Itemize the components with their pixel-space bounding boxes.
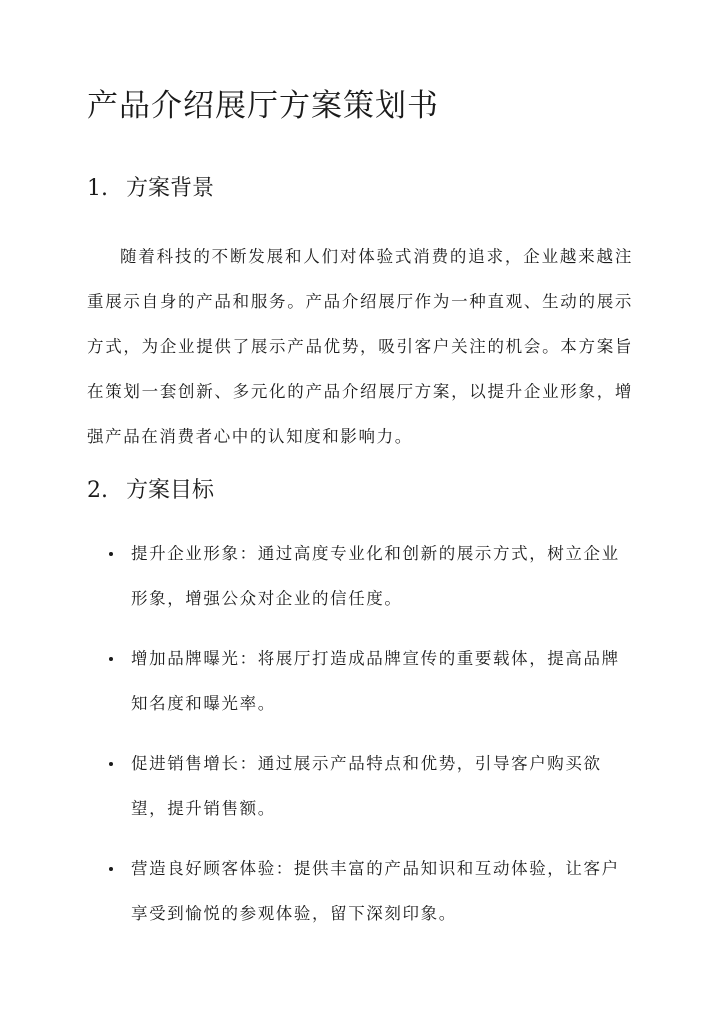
list-item-text: 提升企业形象：通过高度专业化和创新的展示方式，树立企业形象，增强公众对企业的信任度。 (131, 544, 620, 608)
list-item (87, 531, 621, 621)
list-item (87, 741, 621, 831)
section-number: 1. (87, 176, 108, 201)
section-title: 方案目标 (126, 478, 215, 503)
list-item-text: 增加品牌曝光：将展厅打造成品牌宣传的重要载体，提高品牌知名度和曝光率。 (131, 649, 620, 713)
list-item (87, 636, 621, 726)
section-title: 方案背景 (126, 176, 215, 201)
document-title: 产品介绍展厅方案策划书 (87, 88, 439, 124)
section-heading-goals (87, 476, 214, 506)
section-number: 2. (87, 478, 108, 503)
section-heading-background (87, 174, 214, 204)
list-item-text: 营造良好顾客体验：提供丰富的产品知识和互动体验，让客户享受到愉悦的参观体验，留下深刻印象。 (131, 859, 620, 923)
bullet-icon (109, 762, 113, 766)
list-item-text: 促进销售增长：通过展示产品特点和优势，引导客户购买欲望，提升销售额。 (131, 754, 602, 818)
bullet-icon (109, 867, 113, 871)
goals-list (87, 531, 633, 951)
bullet-icon (109, 552, 113, 556)
list-item (87, 846, 621, 936)
background-paragraph: 随着科技的不断发展和人们对体验式消费的追求，企业越来越注重展示自身的产品和服务。产品介绍展厅作为一种直观、生动的展示方式，为企业提供了展示产品优势，吸引客户关注的机会。本方案旨在策划一套创新、多元化的产品介绍展厅方案，以提升企业形象，增强产品在消费者心中的认知度和影响力。 (87, 247, 633, 446)
bullet-icon (109, 657, 113, 661)
